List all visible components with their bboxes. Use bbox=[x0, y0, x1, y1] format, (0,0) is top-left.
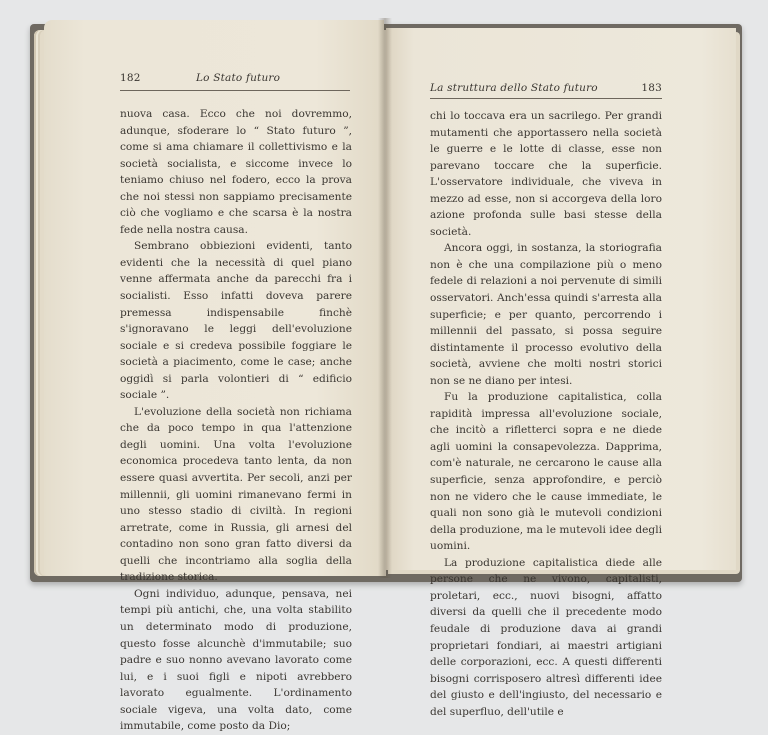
right-page bbox=[386, 28, 736, 718]
right-page-header bbox=[430, 82, 662, 98]
book-gutter bbox=[378, 18, 392, 578]
running-head: La struttura dello Stato futuro bbox=[430, 82, 598, 94]
left-page-header bbox=[120, 72, 358, 88]
paragraph: La produzione capitalistica diede alle persone che ne vivono, capitalisti, proletari, ecc., nuovi bisogni, affatto diversi da quelli che il precedente modo feudale di produzione dava ai grandi proprietari fondiari, ai maestri artigiani delle corporazioni, ecc. A questi differenti bisogni corrisposero altresì differenti idee del giusto e dell'ingiusto, del necessario e del superfluo, dell'utile e bbox=[430, 556, 662, 718]
page-number: 183 bbox=[641, 82, 662, 94]
paragraph: Fu la produzione capitalistica, colla rapidità impressa all'evoluzione sociale, che incitò a rifletterci sopra e ne diede agli uomini la consapevolezza. Dapprima, com'è naturale, ne cercarono le cause alla superficie, senza approfondire, e perciò non ne videro che le cause immediate, le quali non sono già le mutevoli condizioni della produzione, ma le mutevoli idee degli uomini. bbox=[430, 391, 662, 553]
paragraph: nuova casa. Ecco che noi dovremmo, adunque, sfoderare lo “ Stato futuro ”, come si ama chiamare il collettivismo e la società socialista, e siccome invece lo teniamo chiuso nel fodero, ecco la prova che noi stessi non sappiamo precisamente ciò che vogliamo e che scarsa è la nostra fede nella nostra causa. bbox=[120, 108, 352, 236]
left-page bbox=[44, 20, 384, 733]
paragraph: Sembrano obbiezioni evidenti, tanto evidenti che la necessità di quel piano venne affermata anche da parecchi fra i socialisti. Esso infatti doveva parere premessa indispensabile finchè s'ignoravano le leggi dell'evoluzione sociale e si credeva possibile foggiare le società a piacimento, come le case; anche oggidì si parla volontieri di “ edificio sociale ”. bbox=[120, 240, 352, 402]
left-page-body bbox=[120, 106, 352, 735]
paragraph: Ogni individuo, adunque, pensava, nei tempi più antichi, che, una volta stabilito un determinato modo di produzione, questo fosse alcunchè d'immutabile; suo padre e suo nonno avevano lavorato come lui, e i suoi figli e nipoti avrebbero lavorato egualmente. L'ordinamento sociale vigeva, una volta dato, come immutabile, come posto da Dio; bbox=[120, 587, 352, 733]
running-head: Lo Stato futuro bbox=[196, 72, 281, 84]
paragraph: L'evoluzione della società non richiama che da poco tempo in qua l'attenzione degli uomini. Una volta l'evoluzione economica procedeva tanto lenta, da non essere quasi avvertita. Per secoli, anzi per millennii, gli uomini rimanevano fermi in uno stesso stadio di civiltà. In regioni arretrate, come in Russia, gli arnesi del contadino non sono gran fatto diversi da quelli che incontriamo alla soglia della tradizione storica. bbox=[120, 405, 352, 584]
right-page-body bbox=[430, 108, 662, 720]
paragraph: Ancora oggi, in sostanza, la storiografia non è che una compilazione più o meno fedele di relazioni a noi pervenute di simili osservatori. Anch'essa quindi s'arresta alla superficie; e per quanto, percorrendo i millennii del passato, si possa seguire distintamente il processo evolutivo della società, avviene che molti nostri storici non se ne diano per intesi. bbox=[430, 242, 662, 387]
page-number: 182 bbox=[120, 72, 141, 84]
header-rule bbox=[430, 98, 662, 99]
header-rule bbox=[120, 90, 350, 91]
paragraph: chi lo toccava era un sacrilego. Per grandi mutamenti che apportassero nella società le guerre e le lotte di classe, esse non parevano toccare che la superficie. L'osservatore individuale, che viveva in mezzo ad esse, non si accorgeva della loro azione profonda sulle basi stesse della società. bbox=[430, 110, 662, 238]
